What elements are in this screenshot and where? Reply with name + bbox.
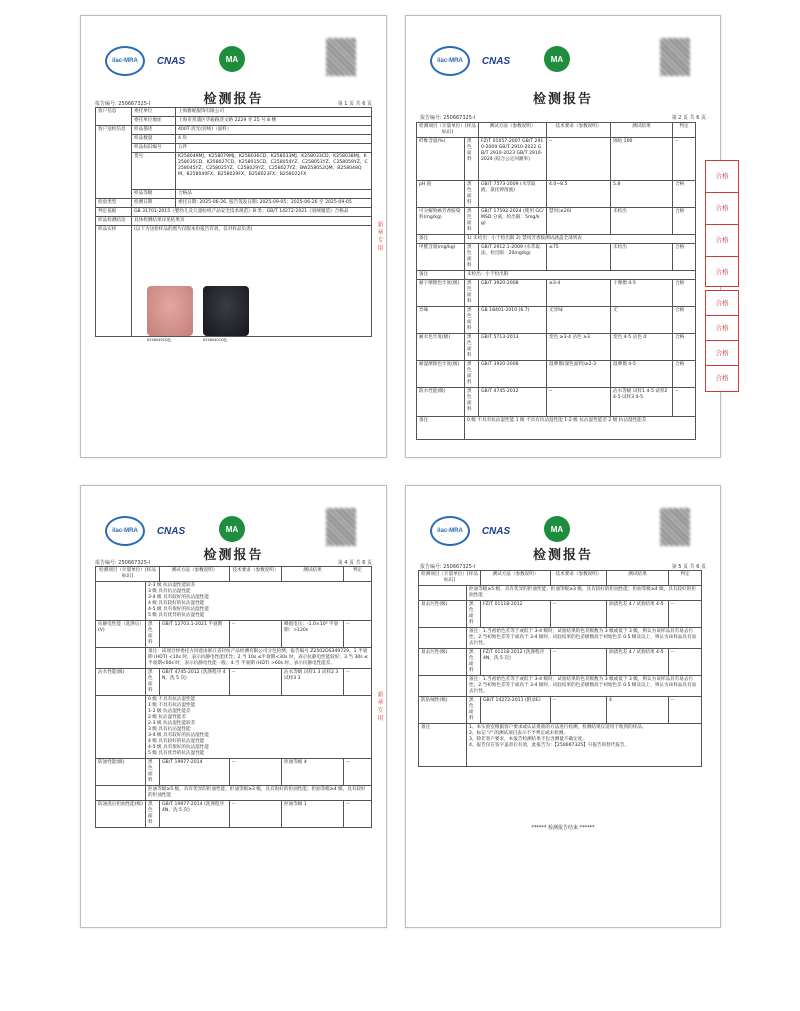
photo-label-2: K258040CD色 (203, 338, 228, 342)
page-number: 第 1 页 共 6 页 (337, 101, 372, 107)
result: 沾水等级 试样1 3 试样2 3 试样3 3 (282, 669, 344, 696)
note-text: 未检出：小于检出限 (465, 271, 696, 280)
note-line: 3-4 级 具有较好的抗沾湿性能 (148, 733, 209, 738)
sample-part: 黑色面料 (465, 138, 479, 181)
requirement: 变色 ≥3-4 沾色 ≥3 (547, 334, 611, 361)
note-line: 5 级 具有优异的抗沾湿性能 (148, 613, 205, 618)
field-key: 委托单位 (132, 108, 176, 117)
jacket-photo-black (203, 286, 249, 336)
sample-part: 黑色面料 (465, 208, 479, 235)
note-text: 备注：1.当初始色差等于或低于 3-4 级时，试验结果的色差级数为 3 级或低于 3 级，则认为该样品具有易去污性；2.当初始色差等于或高于 3-4 级时，试验结果的色差级数高于初始色差 0.5 级及以上，则认为该样品具有易去污性。 (467, 676, 702, 697)
result: 变色 4-5 沾色 4 (611, 334, 673, 361)
qr-code (326, 38, 356, 76)
ma-logo: MA (219, 46, 245, 72)
note-text: 备注：1.当初始色差等于或低于 3-4 级时，试验结果的色差级数为 3 级或低于 3 级，则认为该样品具有易去污性；2.当初始色差等于或高于 3-4 级时，试验结果的色差级数高于初始色差 0.5 级及以上，则认为该样品具有易去污性。 (467, 628, 702, 649)
sample-part: 黑色面料 (146, 669, 160, 696)
test-method: GB/T 5713-2013 (479, 334, 547, 361)
report-number: 报告编号: 250667325-I (95, 101, 151, 107)
ma-logo: MA (219, 516, 245, 542)
cnas-logo: CNAS (156, 525, 186, 537)
test-item: 纤维含量(%) (417, 138, 465, 181)
section-label: 判定依据 (96, 208, 132, 217)
column-header: 检测项目（计量单位）[样品标识] (417, 123, 479, 138)
results-table (416, 122, 696, 440)
result: 油渍色差 4 / 试验结果 4-5 (607, 601, 669, 628)
section-label: 检验类型 (96, 199, 132, 208)
judgement: 合格 (673, 181, 696, 208)
column-header: 判定 (344, 567, 372, 582)
page-header (430, 38, 696, 86)
sample-part: 黑色面料 (465, 388, 479, 417)
pass-mark: 合格 (706, 291, 738, 316)
test-method: GB/T 3920-2008 (479, 280, 547, 307)
section-label: 客户送检信息 (96, 126, 132, 199)
pass-mark: 合格 (706, 225, 738, 257)
test-item: 沾水性能(级) (96, 669, 146, 696)
note-line: 3 级 具有抗沾湿性能 (148, 727, 191, 732)
field-value: 400T 消光(羽绒)（面料） (176, 126, 372, 135)
test-item: 抗静电性能（洗涤后）(V) (96, 621, 146, 648)
note-text: 1) 未检出：小于检出限 2) 禁用芳香胺测试涵盖全部列表 (465, 235, 696, 244)
qr-code (326, 508, 356, 546)
requirement: 湿摩擦(深色面料)≥2-3 (547, 361, 611, 388)
column-header: 检测项目（计量单位）[样品标识] (96, 567, 160, 582)
test-method: FZ/T 01057-2007 GB/T 2910-2009 GB/T 2910-2022 GB/T 2910-2023 GB/T 2910-2024 (结合公定回潮率) (479, 138, 547, 181)
field-key: 样品数量 (132, 135, 176, 144)
judgement: -- (669, 649, 702, 676)
result: 沾水等级 试样1 4-5 试样2 4-5 试样3 4-5 (611, 388, 673, 417)
note-line: 3-4 级 具有较好的抗沾湿性能 (148, 595, 209, 600)
field-key: 样品等级 (132, 190, 176, 199)
result: 干摩擦 4-5 (611, 280, 673, 307)
field-key: 检测日期 (132, 199, 176, 208)
pass-mark: 合格 (706, 193, 738, 225)
sample-part: 黑色面料 (465, 244, 479, 271)
cnas-logo: CNAS (156, 55, 186, 67)
field-key: 样品描述 (132, 126, 176, 135)
field-value: 上海市青浦区华骏路淡文路 2229 弄 25 号 8 楼 (176, 117, 372, 126)
test-item: pH 值 (417, 181, 465, 208)
ilac-mra-logo: ilac-MRA (105, 516, 145, 546)
photo-label-1: K258049CD色 (147, 338, 172, 342)
judgement: 合格 (673, 307, 696, 334)
test-method: GB/T 4745-2012 (479, 388, 547, 417)
note-label: 备注 (417, 271, 465, 280)
judgement: 合格 (673, 280, 696, 307)
remarks-label: 备注 (419, 724, 467, 767)
page-title: 检测报告 (203, 92, 264, 107)
note-line: 1-2 级 抗沾湿性能差 (148, 709, 191, 714)
field-key: 委托单位地址 (132, 117, 176, 126)
test-method: FZ/T 01118-2012 (洗涤程序 4N，洗 5 次) (481, 649, 551, 676)
note-label: 备注 (417, 417, 465, 440)
result: 拒油等级 4 (282, 759, 344, 786)
requirement: ≥3-4 (547, 280, 611, 307)
judgement: -- (344, 621, 372, 648)
result: 4 (607, 697, 669, 724)
sample-part: 黑色面料 (467, 697, 481, 724)
pass-mark: 合格 (706, 341, 738, 366)
test-item: 耐湿摩擦色牢度(级) (417, 361, 465, 388)
column-header: 测试方法（参数说明） (481, 571, 551, 586)
page-number: 第 4 页 共 6 页 (337, 560, 372, 566)
judgement: 合格 (673, 244, 696, 271)
field-value: 上海雅妮服饰有限公司 (176, 108, 372, 117)
report-page-1 (80, 15, 387, 458)
field-value: K258049MJ、K258079MJ、K258036CD、K258033MJ、K258033CD、K258038MJ、K258035CD、K258027CD、K258015CD、C258054YZ、C258051YZ、C258059YZ、C258045YZ、C258025YZ、C258029YZ、C258027YZ、BW258052QM、B258048QM、B258040FX、B258029FX、B258023FX、B258022FX (176, 153, 372, 190)
page-number: 第 2 页 共 6 页 (671, 115, 706, 121)
test-method: GB/T 12703.1-2021 半衰期 (160, 621, 230, 648)
field-key: 样品标识编号 (132, 144, 176, 153)
sample-part: 黑色面料 (146, 801, 160, 828)
ma-logo: MA (544, 46, 570, 72)
note-line: 0 级 不具有抗沾湿性能 (148, 697, 196, 702)
sample-part: 黑色面料 (465, 280, 479, 307)
report-number: 报告编号: 250667325-I (420, 564, 476, 570)
column-header: 技术要求（参数说明） (547, 123, 611, 138)
column-header: 判定 (673, 123, 696, 138)
field-key: 货号 (132, 153, 176, 190)
page-title: 检测报告 (532, 92, 593, 107)
field-value: 合格品 (176, 190, 372, 199)
column-header: 判定 (669, 571, 702, 586)
sample-part: 黑色面料 (467, 601, 481, 628)
result: 无 (611, 307, 673, 334)
pass-marker-strip-1 (705, 160, 739, 287)
test-item: 甲醛含量(mg/kg) (417, 244, 465, 271)
requirement: 4.0~8.5 (547, 181, 611, 208)
grade-notes (148, 583, 369, 619)
jacket-photo-pink (147, 286, 193, 336)
page-number: 第 5 页 共 6 页 (671, 564, 706, 570)
test-method: FZ/T 01118-2012 (481, 601, 551, 628)
test-item: 防水性能(级) (417, 388, 465, 417)
pass-mark: 合格 (715, 374, 729, 382)
note-line: 4 级 具有较好的抗沾湿性能 (148, 601, 205, 606)
note-line: 4 级 具有较好的抗沾湿性能 (148, 739, 205, 744)
test-method: GB/T 7573-2009 (水萃取液，氯化钾溶液) (479, 181, 547, 208)
test-item: 易去污性(级) (419, 601, 467, 628)
field-value: 4 块 (176, 135, 372, 144)
report-number: 报告编号: 250667325-I (420, 115, 476, 121)
judgement: -- (344, 801, 372, 828)
test-item: 防油性能(级) (96, 759, 146, 786)
test-method: GB/T 4745-2012 (洗涤程序 4N，洗 5 次) (160, 669, 230, 696)
column-header: 测试结果 (607, 571, 669, 586)
result: 5.8 (611, 181, 673, 208)
requirement: ≤75 (547, 244, 611, 271)
judgement: 合格 (673, 208, 696, 235)
judgement: 合格 (673, 361, 696, 388)
test-method: GB/T 17592-2024 (使用 GC/MSD 分离，检出限：5mg/kg) (479, 208, 547, 235)
sample-part: 黑色面料 (465, 334, 479, 361)
sample-part: 黑色面料 (467, 649, 481, 676)
ma-logo: MA (544, 516, 570, 542)
sample-part: 黑色面料 (146, 759, 160, 786)
section-label: 样品实样 (96, 226, 132, 337)
test-method: GB/T 14272-2011 (附录E) (481, 697, 551, 724)
column-header: 技术要求（参数说明） (230, 567, 282, 582)
ilac-mra-logo: ilac-MRA (430, 516, 470, 546)
note-line: 3 级 具有抗沾湿性能 (148, 589, 191, 594)
report-number: 报告编号: 250667325-I (95, 560, 151, 566)
test-item: 易去污性(级) (419, 649, 467, 676)
note-line: 4-5 级 具有很好的抗沾湿性能 (148, 745, 209, 750)
ilac-mra-logo: ilac-MRA (430, 46, 470, 76)
qr-code (660, 38, 690, 76)
pass-mark: 合格 (706, 161, 738, 193)
column-header: 检测项目（计量单位）[样品标识] (419, 571, 481, 586)
column-header: 测试方法（参数说明） (160, 567, 230, 582)
pass-marker-strip-2 (705, 290, 739, 392)
requirement: 无异味 (547, 307, 611, 334)
note-label: 备注 (417, 235, 465, 244)
pass-mark: 合格 (715, 268, 729, 276)
test-method: GB/T 19977-2014 (洗涤程序 4N，洗 5 次) (160, 801, 230, 828)
judgement: -- (669, 697, 702, 724)
pass-mark: 合格 (706, 316, 738, 341)
results-table: 检测项目（计量单位）[样品标识] 测试方法（参数说明） 技术要求（参数说明） 测试结果 判定 2-3 级 抗沾湿性能较差 3 级 具有抗沾湿性能 3-4 级 具有较好的抗沾湿性能 4 级 具有较好的抗沾湿性能 4-5 级 具有很好的抗沾湿性能 5 级 具有优异的抗沾湿性能 抗静电性能（洗涤后）(V) 黑色面料 GB/T 12703.1-2021 半衰期 -- 峰值电压：-1.0×10³ 半衰期：>120s -- 备注：该项目经委托方同意由浙江省轻纺产品检测有限公司分包检测，报告编号 Z2502DS349729。1.半衰期 (HDT) <10s 时，表示抗静电性能优异；2.当 10s ≤半衰期<30s 时，表示抗静电性能较好；3.当 30s ≤半衰期<60s 时，表示抗静电性能一般；4.当 半衰期 (HDT) >60s 时，表示抗静电性能差。 沾水性能(级) 黑色面料 GB/T 4745-2012 (洗涤程序 4N，洗 5 次) -- 沾水等级 试样1 3 试样2 3 试样3 3 -- 0 级 不具有抗沾湿性能 1 级 不具有抗沾湿性能 1-2 级 抗沾湿性能差 2 级 抗沾湿性能差 2-3 级 抗沾湿性能较差 3 级 具有抗沾湿性能 3-4 级 具有较好的抗沾湿性能 4 级 具有较好的抗沾湿性能 4-5 级 具有很好的抗沾湿性能 5 级 具有优异的抗沾湿性能 防油性能(级) 黑色面料 GB/T 19977-2014 -- 拒油等级 4 -- 拒油等级≥5 级，具有优异的拒油性能；拒油等级≥3 级，具有很好的拒油性能；拒油等级≥4 级，具有较好的拒油性能 防油洗后拒油性能(级) 黑色面料 GB/T 19977-2014 (洗涤程序 4N，洗 5 次) -- 拒油等级 1 -- (95, 566, 372, 828)
test-item: 耐干摩擦色牢度(级) (417, 280, 465, 307)
report-page-2 (405, 15, 721, 458)
seal-stamp: 新 章 专 用 (376, 691, 383, 721)
field-value: 具体检测结果详见结果页 (132, 217, 372, 226)
result: 拒油等级 1 (282, 801, 344, 828)
report-page-5 (405, 485, 721, 928)
field-value: 五件 (176, 144, 372, 153)
judgement: -- (673, 388, 696, 417)
remark-line: 3、除非客户要求，本报告检测结果不包含测量不确定度。 (469, 737, 587, 742)
column-header: 技术要求（参数说明） (551, 571, 607, 586)
result: 锦纶 100 (611, 138, 673, 181)
report-page-4 (80, 485, 387, 928)
requirement: 禁用(≤20) (547, 208, 611, 235)
requirement: -- (551, 697, 607, 724)
results-table (418, 570, 702, 767)
report-end-marker: ****** 检测报告结束 ****** (531, 825, 595, 831)
section-label: 样品检测结论 (96, 217, 132, 226)
page-title: 检测报告 (532, 548, 593, 563)
note-line: 2-3 级 抗沾湿性能较差 (148, 721, 196, 726)
judgement: -- (344, 759, 372, 786)
remarks-list (469, 725, 699, 749)
column-header: 测试结果 (611, 123, 673, 138)
note-line: 4-5 级 具有很好的抗沾湿性能 (148, 607, 209, 612)
test-method: GB/T 2912.1-2009 (水萃取法，检出限：20mg/kg) (479, 244, 547, 271)
requirement: -- (551, 601, 607, 628)
test-item: 防油洗后拒油性能(级) (96, 801, 146, 828)
seal-stamp: 新 章 专 用 (376, 221, 383, 251)
result: 未检出 (611, 244, 673, 271)
remark-line: 1、本实验室根据客户要求或认证批准的方法进行检测，检测结果仅适用于收到的样品。 (469, 725, 647, 730)
page-header (105, 38, 362, 86)
result: 峰值电压：-1.0×10³ 半衰期：>120s (282, 621, 344, 648)
note-line: 5 级 具有优异的抗沾湿性能 (148, 751, 205, 756)
note-text: 拒油等级≥5 级，具有优异的拒油性能；拒油等级≥3 级，具有较好的拒油性能；拒油等级≥4 级，具有较好的拒油性能 (467, 586, 702, 601)
result: 油渍色差 4 / 试验结果 4-5 (607, 649, 669, 676)
section-label: 客户信息 (96, 108, 132, 126)
judgement: 合格 (673, 334, 696, 361)
note-text: 备注：该项目经委托方同意由浙江省轻纺产品检测有限公司分包检测，报告编号 Z2502DS349729。1.半衰期 (HDT) <10s 时，表示抗静电性能优异；2.当 10s ≤半衰期<30s 时，表示抗静电性能较好；3.当 30s ≤半衰期<60s 时，表示抗静电性能一般；4.当 半衰期 (HDT) >60s 时，表示抗静电性能差。 (146, 648, 372, 669)
field-value: 委托日期: 2025-06-26, 报告签发日期: 2025-09-05；2025-06-26 至 2025-09-05 (176, 199, 372, 208)
field-value: GB 31701-2015《婴幼儿及儿童纺织产品安全技术规范》B 类；GB/T 14272-2021《羽绒服装》合格品 (132, 208, 372, 217)
test-method: GB 18401-2010 (6.7) (479, 307, 547, 334)
note-text: 拒油等级≥5 级，具有优异的拒油性能；拒油等级≥3 级，具有很好的拒油性能；拒油等级≥4 级，具有较好的拒油性能 (146, 786, 372, 801)
judgement: -- (673, 138, 696, 181)
judgement: -- (669, 601, 702, 628)
sample-part: 黑色面料 (465, 307, 479, 334)
judgement: -- (344, 669, 372, 696)
remark-line: 4、报告仅在签字盖章后有效，此报告为：【250667325】号报告的替代报告。 (469, 743, 630, 748)
test-method: GB/T 19977-2014 (160, 759, 230, 786)
column-header: 测试方法（参数说明） (479, 123, 547, 138)
note-line: 1 级 不具有抗沾湿性能 (148, 703, 196, 708)
cnas-logo: CNAS (481, 55, 511, 67)
sample-part: 黑色面料 (465, 361, 479, 388)
test-item: 防钻绒性(根) (419, 697, 467, 724)
qr-code (660, 508, 690, 546)
test-item: 异味 (417, 307, 465, 334)
requirement: -- (551, 649, 607, 676)
requirement: -- (547, 138, 611, 181)
column-header: 测试结果 (282, 567, 344, 582)
result: 未检出 (611, 208, 673, 235)
sample-part: 黑色面料 (465, 181, 479, 208)
grade-notes (148, 697, 369, 757)
ilac-mra-logo: ilac-MRA (105, 46, 145, 76)
test-method: GB/T 3920-2008 (479, 361, 547, 388)
test-item: 耐水色牢度(级) (417, 334, 465, 361)
note-line: 2-3 级 抗沾湿性能较差 (148, 583, 196, 588)
note-text: 0 级 不具有抗沾湿性能 1 级 不具有抗沾湿性能 1-2 级 抗沾湿性能差 2 级 抗沾湿性能差 (465, 417, 696, 440)
test-item: 可分解致癌芳香胺染料(mg/kg) (417, 208, 465, 235)
note-line: 2 级 抗沾湿性能差 (148, 715, 187, 720)
page-title: 检测报告 (203, 548, 264, 563)
remark-line: 2、标记 "/" 的测试项目表示不予判定或未检测。 (469, 731, 568, 736)
photo-caption: (以下为送检样品的照片仅限本份报告有效，仅对样品负责) (134, 227, 253, 232)
cnas-logo: CNAS (481, 525, 511, 537)
requirement: -- (547, 388, 611, 417)
sample-part: 黑色面料 (146, 621, 160, 648)
result: 湿摩擦 4-5 (611, 361, 673, 388)
